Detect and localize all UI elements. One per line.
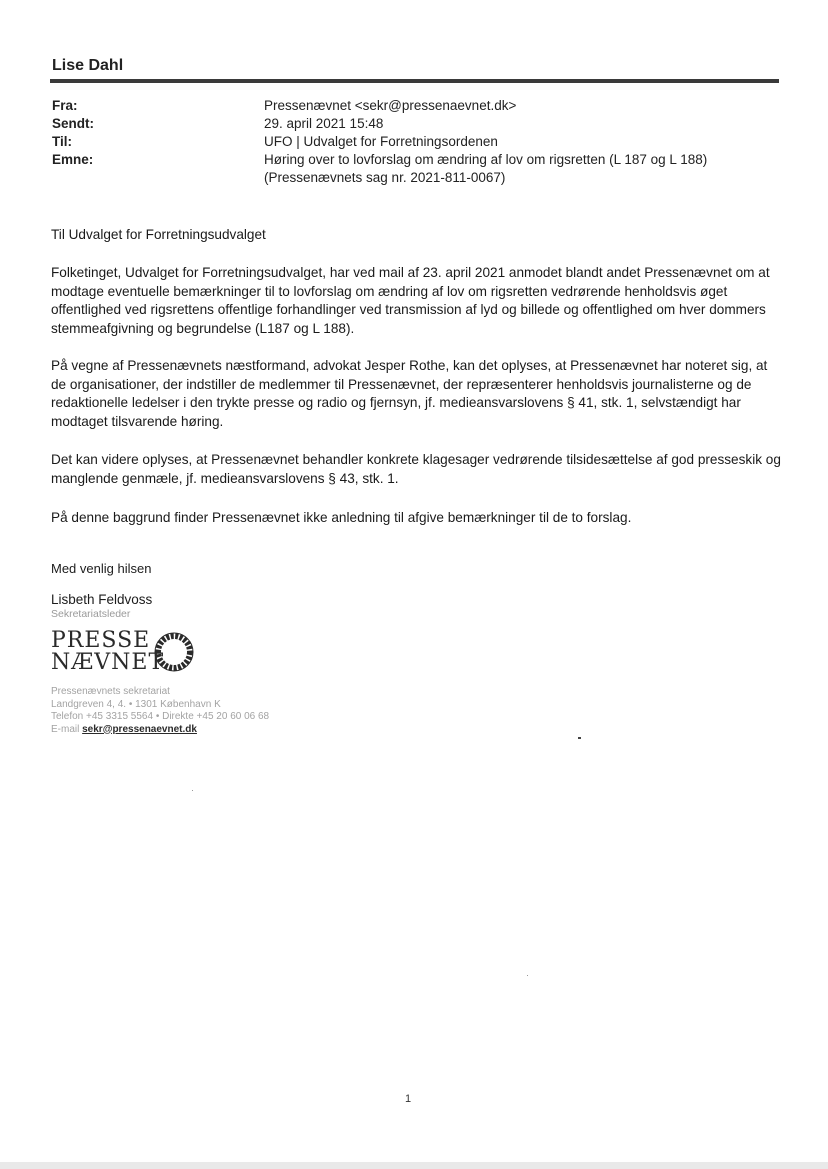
sent-label: Sendt: [52, 116, 94, 131]
meta-row-subject [52, 151, 752, 187]
from-value: Pressenævnet <sekr@pressenaevnet.dk> [264, 98, 517, 113]
logo-text-line-1: PRESSE [51, 628, 151, 653]
scan-speck [192, 790, 193, 791]
paragraph-request: Folketinget, Udvalget for Forretningsudvalget, har ved mail af 23. april 2021 anmodet blandt andet Pressenævnet om at modtage eventuelle bemærkninger til to lovforslag om ændring af lov om rigsretten vedrørende henholdsvis øget offentlighed ved rigsrettens offentlige forhandlinger ved transmission af lyd og billede og offentlighed om hver dommers stemmeafgivning og begrundelse (L187 og L 188). [51, 265, 770, 336]
scan-edge [0, 1162, 828, 1169]
seal-icon [154, 632, 194, 672]
to-value: UFO | Udvalget for Forretningsordenen [264, 134, 498, 149]
closing-greeting: Med venlig hilsen [51, 561, 152, 576]
salutation: Til Udvalget for Forretningsudvalget [51, 227, 266, 242]
page-number: 1 [405, 1093, 412, 1105]
meta-row-to [52, 133, 752, 151]
email-label: E-mail [51, 723, 80, 735]
scan-speck [578, 737, 581, 739]
sender-name: Lise Dahl [52, 57, 124, 74]
scan-speck [527, 975, 528, 976]
subject-value: Høring over to lovforslag om ændring af lov om rigsretten (L 187 og L 188) (Pressenævnets sag nr. 2021-811-0067) [264, 152, 708, 185]
pressenaevnet-logo [51, 628, 201, 678]
address: Landgreven 4, 4. • 1301 København K [51, 698, 221, 710]
email-link[interactable]: sekr@pressenaevnet.dk [82, 723, 197, 735]
paragraph-organisations: På vegne af Pressenævnets næstformand, advokat Jesper Rothe, kan det oplyses, at Pressenævnet har noteret sig, at de organisationer, der indstiller de medlemmer til Pressenævnet, der repræsenterer henholdsvis journalisterne og de redaktionelle ledelser i den trykte presse og radio og fjernsyn, jf. medieansvarslovens § 41, stk. 1, selvstændigt har modtaget tilsvarende høring. [51, 358, 768, 429]
email-metadata [52, 97, 752, 187]
from-label: Fra: [52, 98, 78, 113]
sent-value: 29. april 2021 15:48 [264, 116, 384, 131]
paragraph-complaints: Det kan videre oplyses, at Pressenævnet behandler konkrete klagesager vedrørende tilsidesættelse af god presseskik og manglende genmæle, jf. medieansvarslovens § 43, stk. 1. [51, 452, 781, 486]
email-line [51, 724, 269, 737]
paragraph-conclusion: På denne baggrund finder Pressenævnet ikke anledning til afgive bemærkninger til de to forslag. [51, 510, 632, 525]
org-name: Pressenævnets sekretariat [51, 686, 170, 697]
logo-text-line-2: NÆVNET [51, 650, 165, 675]
contact-info [51, 686, 269, 736]
header-divider [50, 79, 779, 83]
signatory-name: Lisbeth Feldvoss [51, 592, 153, 607]
phone-numbers: Telefon +45 3315 5564 • Direkte +45 20 60 06 68 [51, 711, 270, 722]
meta-row-from [52, 97, 752, 115]
to-label: Til: [52, 134, 72, 149]
subject-label: Emne: [52, 152, 94, 167]
meta-row-sent [52, 115, 752, 133]
signatory-title: Sekretariatsleder [51, 608, 131, 620]
